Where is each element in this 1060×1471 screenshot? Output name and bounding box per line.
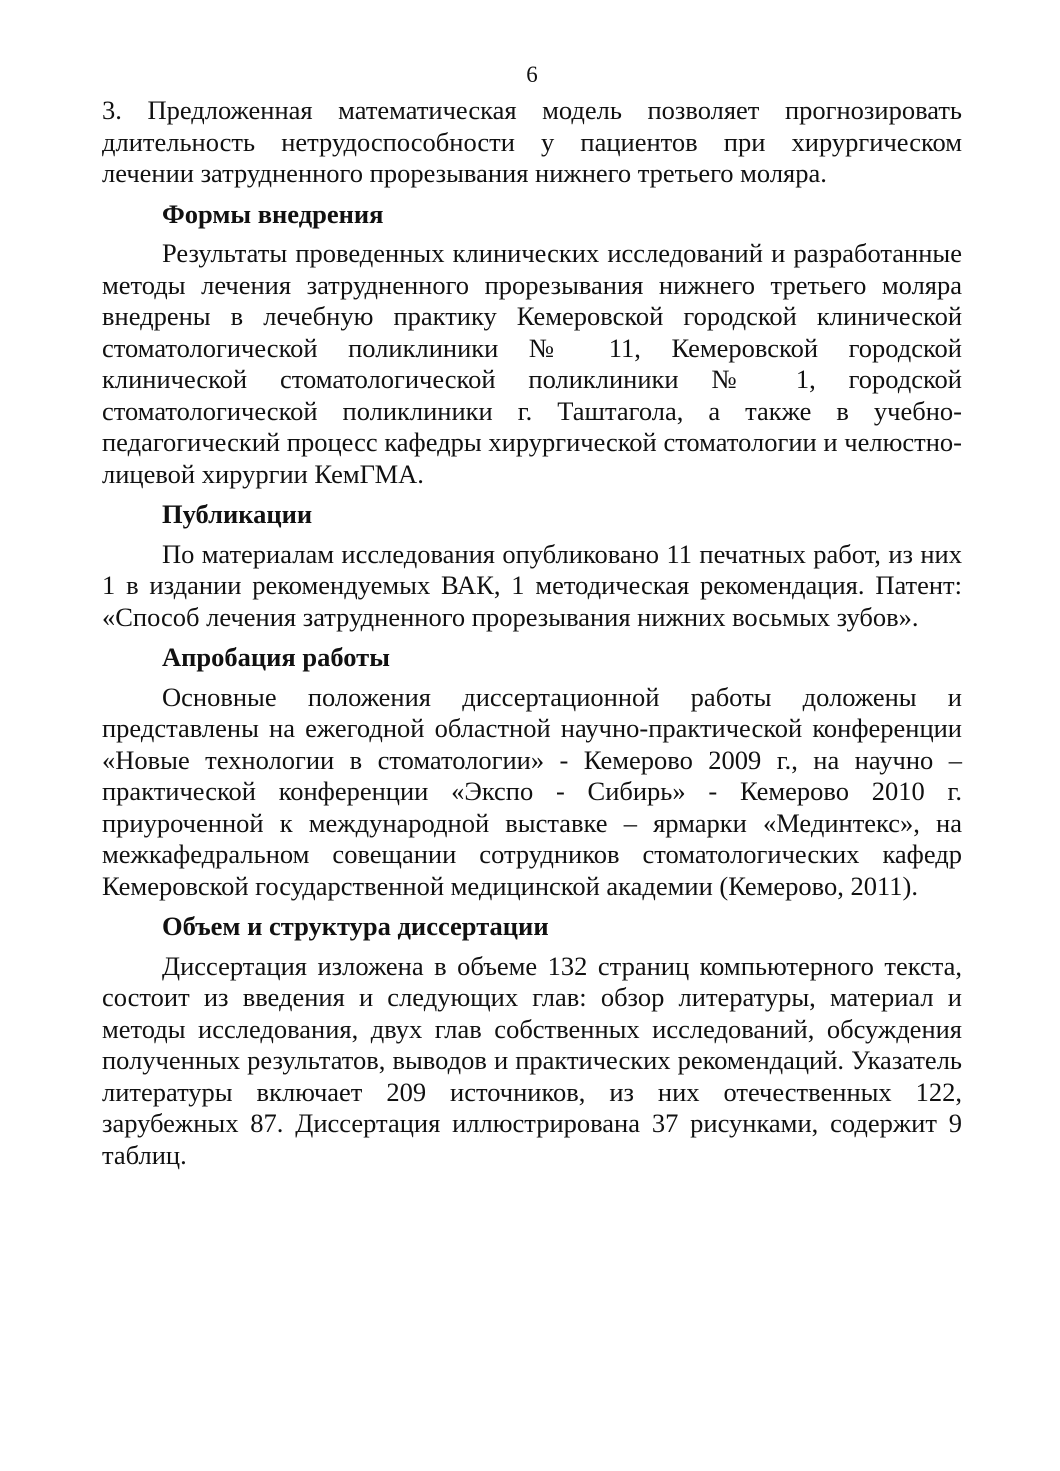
heading-publications: Публикации: [162, 499, 313, 529]
document-page: [102, 60, 962, 1171]
heading-structure: Объем и структура диссертации: [162, 911, 549, 941]
heading-implementation: Формы внедрения: [162, 198, 384, 229]
conclusion-paragraph: 3. Предложенная математическая модель позволяет прогнозировать длительность нетрудоспособности у пациентов при хирургическом лечении затрудненного прорезывания нижнего третьего моляра.: [102, 95, 962, 188]
implementation-paragraph: Результаты проведенных клинических исследований и разработанные методы лечения затрудненного прорезывания нижнего третьего моляра внедрены в лечебную практику Кемеровской городской клинической стоматологической поликлиники № 11, Кемеровской городской клинической стоматологической поликлиники № 1, городской стоматологической поликлиники г. Таштагола, а также в учебно-педагогический процесс кафедры хирургической стоматологии и челюстно-лицевой хирургии КемГМА.: [102, 238, 962, 489]
heading-approbation: Апробация работы: [162, 642, 390, 672]
approbation-paragraph: Основные положения диссертационной работы доложены и представлены на ежегодной областной научно-практической конференции «Новые технологии в стоматологии» - Кемерово 2009 г., на научно – практической конференции «Экспо - Сибирь» - Кемерово 2010 г. приуроченной к международной выставке – ярмарки «Мединтекс», на межкафедральном совещании сотрудников стоматологических кафедр Кемеровской государственной медицинской академии (Кемерово, 2011).: [102, 681, 962, 901]
page-number: 6: [526, 62, 538, 87]
structure-paragraph: Диссертация изложена в объеме 132 страниц компьютерного текста, состоит из введения и следующих глав: обзор литературы, материал и методы исследования, двух глав собственных исследований, обсуждения полученных результатов, выводов и практических рекомендаций. Указатель литературы включает 209 источников, из них отечественных 122, зарубежных 87. Диссертация иллюстрирована 37 рисунками, содержит 9 таблиц.: [102, 950, 962, 1170]
publications-paragraph: По материалам исследования опубликовано 11 печатных работ, из них 1 в издании рекомендуемых ВАК, 1 методическая рекомендация. Патент: «Способ лечения затрудненного прорезывания нижних восьмых зубов».: [102, 538, 962, 632]
